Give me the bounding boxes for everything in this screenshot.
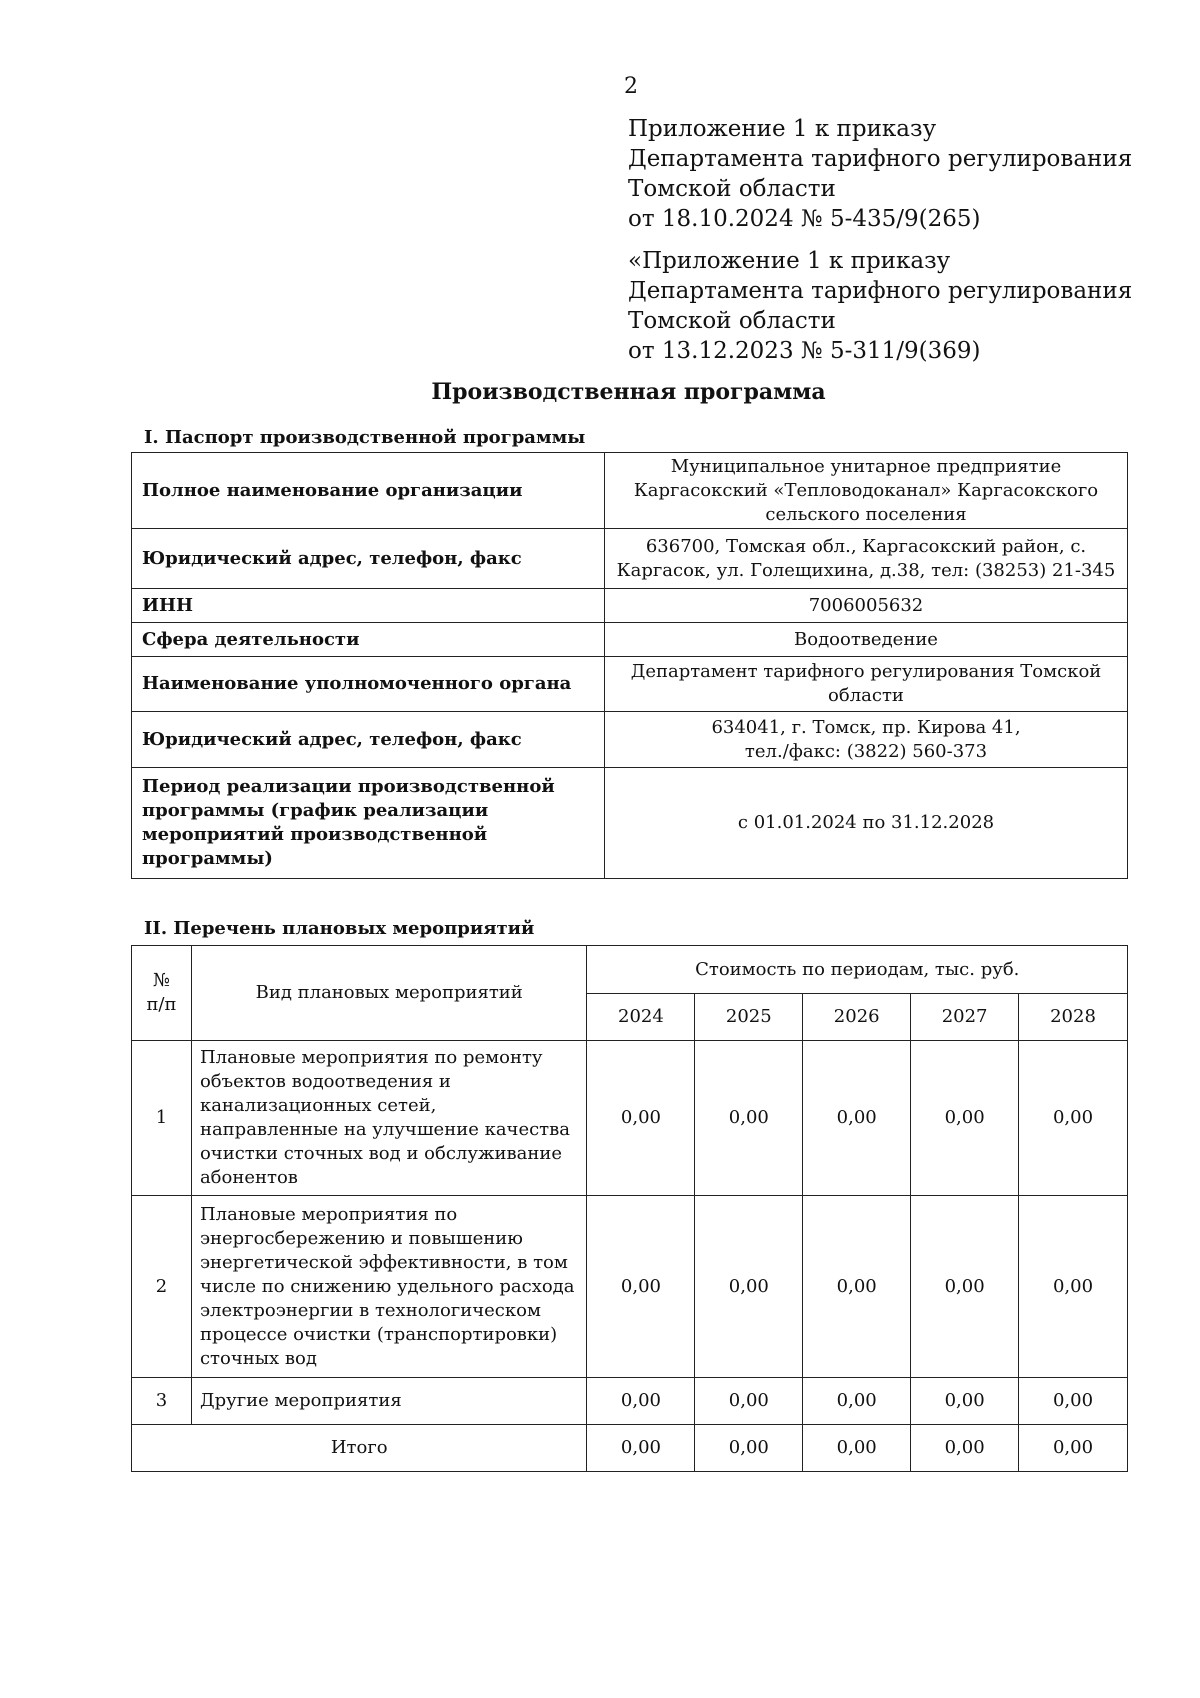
row-value: 0,00 [803, 1378, 911, 1425]
table-row [132, 1196, 1128, 1378]
value-line: Водоотведение [794, 628, 938, 650]
row-value: 0,00 [1019, 1041, 1128, 1196]
row-value [605, 768, 1128, 879]
row-value: 0,00 [587, 1378, 695, 1425]
value-line: 7006005632 [808, 594, 924, 616]
appendix-line: Томской области [628, 176, 836, 202]
value-line: Муниципальное унитарное предприятие [670, 455, 1062, 477]
row-label: Сфера деятельности [132, 623, 605, 657]
appendix-previous [628, 246, 1132, 366]
row-num: 3 [132, 1378, 192, 1425]
row-value: 0,00 [695, 1041, 803, 1196]
table-row [132, 712, 1128, 768]
row-value: 0,00 [803, 1196, 911, 1378]
value-line: Каргасокский «Тепловодоканал» Каргасокского [633, 479, 1099, 501]
row-value: 0,00 [1019, 1196, 1128, 1378]
row-value: 0,00 [911, 1378, 1019, 1425]
header-year: 2028 [1019, 994, 1128, 1041]
total-row [132, 1425, 1128, 1472]
appendix-line: от 18.10.2024 № 5-435/9(265) [628, 206, 981, 232]
plan-table [131, 945, 1128, 1472]
section-passport-title: I. Паспорт производственной программы [144, 427, 586, 448]
appendix-line: «Приложение 1 к приказу [628, 248, 951, 274]
value-line: Каргасок, ул. Голещихина, д.38, тел: (38253) 21-345 [616, 559, 1116, 581]
row-num: 2 [132, 1196, 192, 1378]
table-row [132, 657, 1128, 712]
table-row [132, 768, 1128, 879]
appendix-line: Томской области [628, 308, 836, 334]
header-num: № п/п [132, 946, 192, 1041]
row-value: 0,00 [1019, 1378, 1128, 1425]
header-cost: Стоимость по периодам, тыс. руб. [587, 946, 1128, 994]
row-description: Плановые мероприятия по энергосбережению и повышению энергетической эффективности, в том числе по снижению удельного расхода электроэнергии в технологическом процессе очистки (транспортировки) сточных вод [191, 1196, 587, 1378]
appendix-line: Департамента тарифного регулирования [628, 278, 1133, 304]
row-description: Другие мероприятия [191, 1378, 587, 1425]
total-value: 0,00 [587, 1425, 695, 1472]
header-year: 2026 [803, 994, 911, 1041]
table-row [132, 1041, 1128, 1196]
page-number: 2 [624, 74, 638, 99]
document-title: Производственная программа [431, 379, 826, 405]
row-value: 0,00 [911, 1196, 1019, 1378]
row-value [605, 529, 1128, 589]
row-value: 0,00 [695, 1196, 803, 1378]
row-value: 0,00 [695, 1378, 803, 1425]
row-label: Период реализации производственной программы (график реализации мероприятий производственной программы) [132, 768, 605, 879]
value-line: с 01.01.2024 по 31.12.2028 [737, 812, 995, 833]
row-label: Юридический адрес, телефон, факс [132, 712, 605, 768]
row-value: 0,00 [803, 1041, 911, 1196]
value-line: 636700, Томская обл., Каргасокский район, с. [645, 535, 1087, 557]
row-value [605, 657, 1128, 712]
row-value [605, 453, 1128, 529]
value-line: Департамент тарифного регулирования Томской [630, 661, 1102, 682]
table-row [132, 453, 1128, 529]
row-value [605, 712, 1128, 768]
value-line: 634041, г. Томск, пр. Кирова 41, [711, 716, 1021, 738]
row-label: Юридический адрес, телефон, факс [132, 529, 605, 589]
appendix-line: Департамента тарифного регулирования [628, 146, 1133, 172]
table-row [132, 589, 1128, 623]
header-year: 2024 [587, 994, 695, 1041]
header-year: 2025 [695, 994, 803, 1041]
row-label: ИНН [132, 589, 605, 623]
section-plan-title: II. Перечень плановых мероприятий [144, 918, 535, 939]
row-value [605, 623, 1128, 657]
value-line: тел./факс: (3822) 560-373 [744, 740, 988, 762]
header-year: 2027 [911, 994, 1019, 1041]
row-num: 1 [132, 1041, 192, 1196]
total-value: 0,00 [1019, 1425, 1128, 1472]
total-value: 0,00 [803, 1425, 911, 1472]
value-line: области [828, 685, 904, 706]
value-line: сельского поселения [765, 503, 967, 525]
appendix-line: Приложение 1 к приказу [628, 116, 937, 142]
table-row [132, 623, 1128, 657]
appendix-current [628, 114, 1132, 234]
header-kind: Вид плановых мероприятий [191, 946, 587, 1041]
row-value [605, 589, 1128, 623]
total-value: 0,00 [695, 1425, 803, 1472]
row-value: 0,00 [587, 1196, 695, 1378]
passport-table [131, 452, 1128, 879]
appendix-line: от 13.12.2023 № 5-311/9(369) [628, 338, 981, 364]
row-description: Плановые мероприятия по ремонту объектов водоотведения и канализационных сетей, направленные на улучшение качества очистки сточных вод и обслуживание абонентов [191, 1041, 587, 1196]
header-row [132, 946, 1128, 994]
table-row [132, 1378, 1128, 1425]
total-value: 0,00 [911, 1425, 1019, 1472]
row-label: Полное наименование организации [132, 453, 605, 529]
row-value: 0,00 [911, 1041, 1019, 1196]
table-row [132, 529, 1128, 589]
row-value: 0,00 [587, 1041, 695, 1196]
row-label: Наименование уполномоченного органа [132, 657, 605, 712]
total-label: Итого [132, 1425, 587, 1472]
